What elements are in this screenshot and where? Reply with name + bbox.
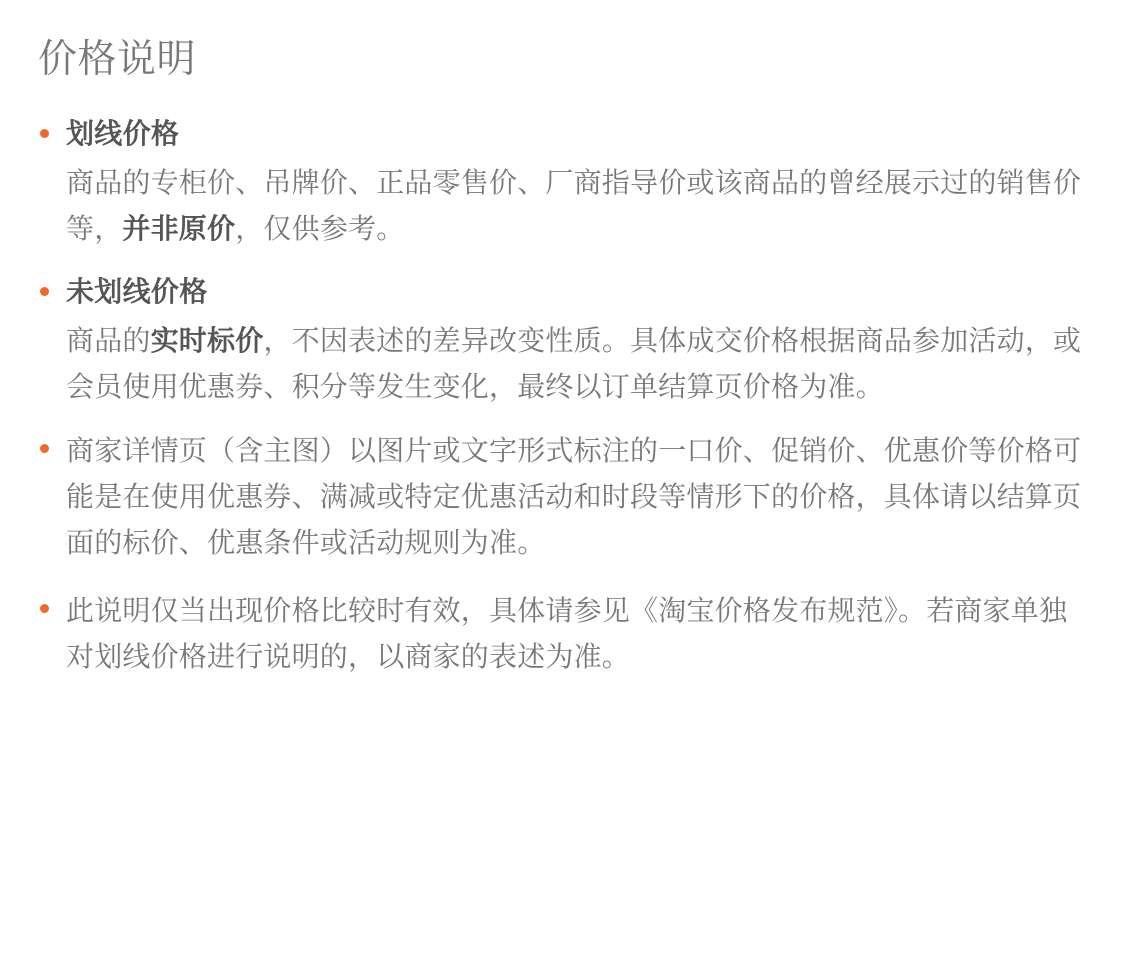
section-body-emphasis: 并非原价 [122, 213, 236, 244]
section-body-text: 此说明仅当出现价格比较时有效，具体请参见《淘宝价格发布规范》。若商家单独对划线价格进行说明的，以商家的表述为准。 [66, 595, 1068, 672]
section-body-text: ，仅供参考。 [235, 213, 405, 244]
price-section [38, 428, 1085, 566]
bullet-dot-icon [40, 604, 49, 613]
price-section [38, 588, 1085, 680]
price-section [38, 270, 1085, 410]
section-body-emphasis: 实时标价 [150, 325, 264, 356]
price-section [38, 112, 1085, 252]
section-body-text: 商品的 [66, 325, 151, 356]
section-body-text: 商家详情页（含主图）以图片或文字形式标注的一口价、促销价、优惠价等价格可能是在使用优惠券、满减或特定优惠活动和时段等情形下的价格，具体请以结算页面的标价、优惠条件或活动规则为准。 [66, 435, 1082, 558]
bullet-dot-icon [40, 444, 49, 453]
section-heading: 划线价格 [66, 118, 180, 149]
section-body-text: 商品的专柜价、吊牌价、正品零售价、厂商指导价或该商品的曾经展示过的销售价等， [66, 167, 1082, 244]
section-body [66, 588, 1085, 680]
bullet-dot-icon [40, 287, 49, 296]
page-title: 价格说明 [38, 38, 197, 81]
section-heading: 未划线价格 [66, 276, 208, 307]
section-body [66, 318, 1085, 410]
section-body [66, 428, 1085, 566]
section-body-text: ，不因表述的差异改变性质。具体成交价格根据商品参加活动，或会员使用优惠券、积分等发生变化，最终以订单结算页价格为准。 [66, 325, 1082, 402]
bullet-dot-icon [40, 129, 49, 138]
section-body [66, 160, 1085, 252]
price-explanation-sections [38, 112, 1085, 680]
